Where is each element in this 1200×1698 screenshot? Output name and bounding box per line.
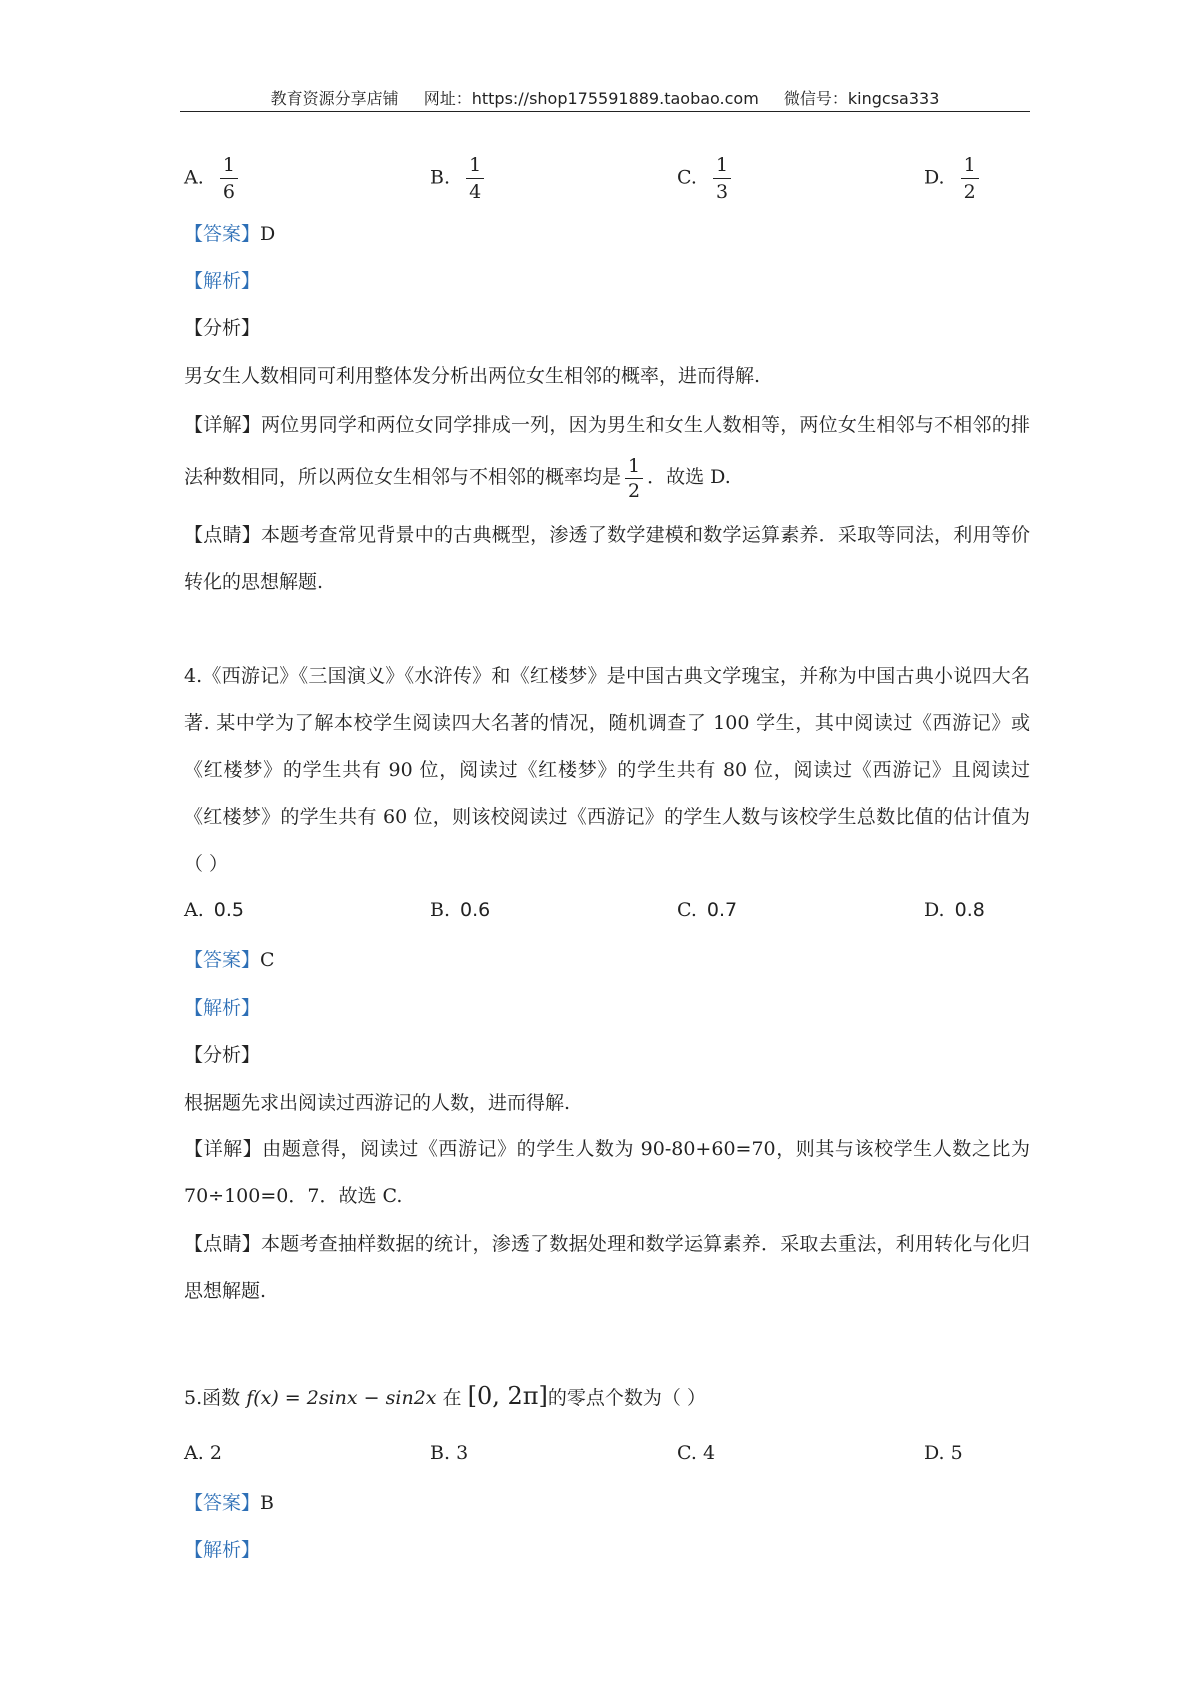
header-url: 网址：https://shop175591889.taobao.com xyxy=(423,89,759,108)
page-header xyxy=(180,86,1030,109)
header-wechat: 微信号：kingcsa333 xyxy=(783,89,940,108)
q3-detail: 【详解】两位男同学和两位女同学排成一列，因为男生和女生人数相等，两位女生相邻与不相邻的排法种数相同，所以两位女生相邻与不相邻的概率均是 $\frac{1}{2}$ ．故选 D. xyxy=(184,414,1030,502)
q5-function: f(x) = 2sinx − sin2x xyxy=(246,1387,437,1409)
q4-option-b: B. 0.6 xyxy=(430,899,491,921)
q4-option-c: C. 0.7 xyxy=(677,899,738,921)
q4-question: 4.《西游记》《三国演义》《水浒传》和《红楼梦》是中国古典文学瑰宝，并称为中国古典小说四大名著. 某中学为了解本校学生阅读四大名著的情况，随机调查了 100 学生，其中阅读过《西游记》或《红楼梦》的学生共有 90 位，阅读过《红楼梦》的学生共有 80 位，阅读过《西游记》且阅读过《红楼梦》的学生共有 60 位，则该校阅读过《西游记》的学生人数与该校学生总数比值的估计值为（ ） xyxy=(184,665,1030,875)
q5-interval: [0, 2π] xyxy=(467,1382,548,1410)
q4-option-d: D. 0.8 xyxy=(924,899,985,921)
q4-answer: 【答案】C xyxy=(184,949,275,971)
q5-answer: 【答案】B xyxy=(184,1492,274,1514)
q3-jiexi: 【解析】 xyxy=(184,270,261,292)
q5-option-d: D. 5 xyxy=(924,1442,963,1464)
q4-detail: 【详解】由题意得，阅读过《西游记》的学生人数为 90-80+60=70，则其与该校学生人数之比为 70÷100=0．7．故选 C. xyxy=(184,1138,1030,1207)
q4-option-a: A. 0.5 xyxy=(184,899,244,921)
q3-answer: 【答案】D xyxy=(184,223,276,245)
q3-option-d: D. $\frac{1}{2}$ xyxy=(924,152,979,205)
q3-fenxi-tag: 【分析】 xyxy=(184,317,261,339)
q5-jiexi: 【解析】 xyxy=(184,1539,261,1561)
q3-fenxi: 男女生人数相同可利用整体发分析出两位女生相邻的概率，进而得解. xyxy=(184,365,761,387)
q3-comment: 【点睛】本题考查常见背景中的古典概型，渗透了数学建模和数学运算素养．采取等同法，利用等价转化的思想解题. xyxy=(184,524,1030,593)
q5-question: 5.函数 f(x) = 2sinx − sin2x 在 [0, 2π]的零点个数为（ ） xyxy=(184,1382,706,1410)
q4-fenxi-tag: 【分析】 xyxy=(184,1044,261,1066)
q4-fenxi: 根据题先求出阅读过西游记的人数，进而得解. xyxy=(184,1092,571,1114)
q3-option-b: B. $\frac{1}{4}$ xyxy=(430,152,484,205)
header-rule xyxy=(180,111,1030,112)
q3-option-a: A. $\frac{1}{6}$ xyxy=(184,152,238,205)
q5-option-a: A. 2 xyxy=(184,1442,222,1464)
q5-option-c: C. 4 xyxy=(677,1442,716,1464)
q4-jiexi: 【解析】 xyxy=(184,997,261,1019)
q5-option-b: B. 3 xyxy=(430,1442,469,1464)
q3-option-c: C. $\frac{1}{3}$ xyxy=(677,152,731,205)
header-shop: 教育资源分享店铺 xyxy=(270,89,399,108)
q4-comment: 【点睛】本题考查抽样数据的统计，渗透了数据处理和数学运算素养．采取去重法，利用转化与化归思想解题. xyxy=(184,1233,1030,1302)
